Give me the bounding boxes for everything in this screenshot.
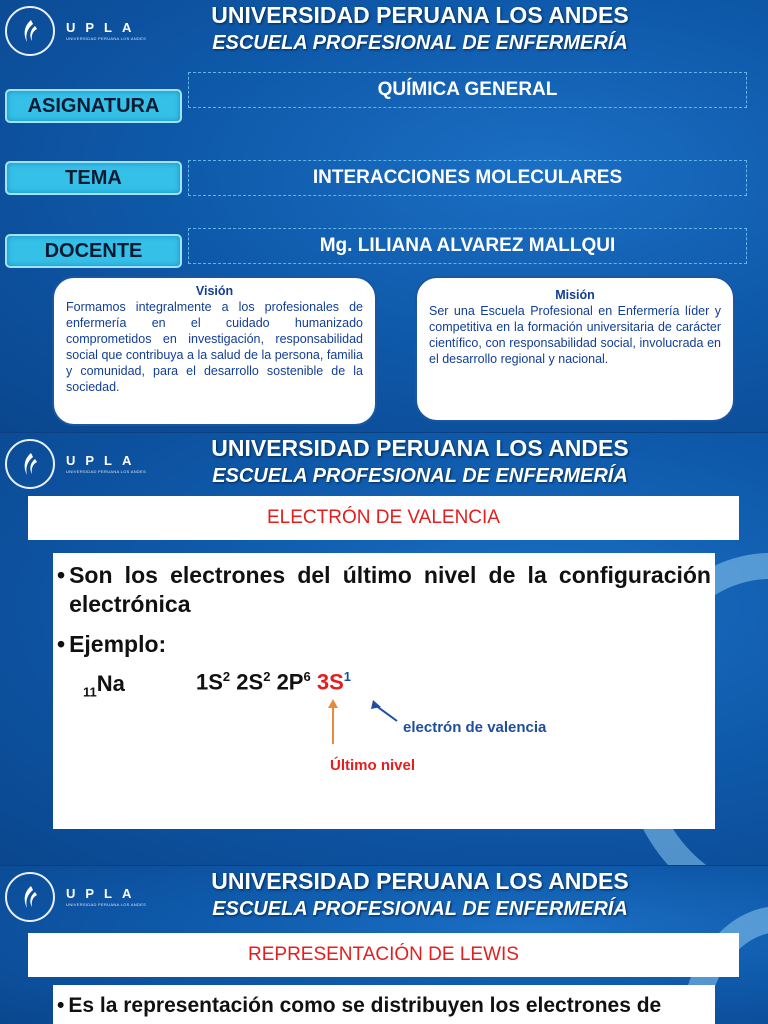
orbital-1s-exponent: 2 [222,669,231,684]
tema-label: TEMA [5,161,182,195]
orbital-3s: 3S [316,669,344,695]
last-level-annotation: Último nivel [330,757,416,774]
slide-1 [0,0,768,432]
vision-box [52,276,377,426]
logo-text: UPLA [66,886,142,901]
logo-subtitle: UNIVERSIDAD PERUANA LOS ANDES [66,902,147,907]
logo-text: UPLA [66,453,142,468]
asignatura-label: ASIGNATURA [5,89,182,123]
annotation-arrows-icon [313,688,413,748]
upla-logo-icon [5,439,55,489]
bullet-1: • Es la representación como se distribuyen los electrones de [57,991,711,1020]
bullet-1-text: Es la representación como se distribuyen los electrones de [68,994,662,1017]
school-title: ESCUELA PROFESIONAL DE ENFERMERÍA [212,898,628,920]
school-title: ESCUELA PROFESIONAL DE ENFERMERÍA [212,32,628,54]
orbital-3s-exponent: 1 [343,669,351,684]
slide-header [0,0,768,62]
bullet-2-text: Ejemplo: [69,631,167,657]
slide-2 [0,433,768,865]
university-title: UNIVERSIDAD PERUANA LOS ANDES [211,435,629,461]
docente-value: Mg. LILIANA ALVAREZ MALLQUI [188,228,747,264]
valence-annotation: electrón de valencia [403,719,547,736]
content-box [53,985,715,1024]
university-title: UNIVERSIDAD PERUANA LOS ANDES [211,2,629,28]
mision-box [415,276,735,422]
upla-logo-icon [5,872,55,922]
orbital-1s: 1S [196,669,223,695]
vision-text: Formamos integralmente a los profesionales de enfermería en el cuidado humanizado comprometidos en investigación, responsabilidad social que contribuya a la salud de la persona, familia y comunidad, para el desarrollo sostenible de la sociedad. [66,300,363,394]
element-symbol: Na [96,671,125,696]
atomic-number: 11 [83,684,97,700]
orbital-2p-exponent: 6 [303,669,311,684]
vision-title: Visión [195,284,234,298]
slide-title: ELECTRÓN DE VALENCIA [28,496,739,540]
element-sodium [83,671,125,699]
slide-3 [0,866,768,1024]
asignatura-value: QUÍMICA GENERAL [188,72,747,108]
mision-text: Ser una Escuela Profesional en Enfermería líder y competitiva en la formación universitaria de carácter científico, con responsabilidad social, involucrada en el desarrollo regional y nacional. [429,304,721,366]
docente-label: DOCENTE [5,234,182,268]
bullet-1-text: Son los electrones del último nivel de la configuración electrónica [69,562,711,617]
slide-title: REPRESENTACIÓN DE LEWIS [28,933,739,977]
bullet-1: • Son los electrones del último nivel de la configuración electrónica [57,562,711,617]
slide-header [0,866,768,928]
orbital-2s: 2S [236,669,264,695]
mision-title: Misión [555,288,595,302]
slide-header [0,433,768,495]
content-box [53,553,715,829]
logo-text: UPLA [66,20,142,35]
logo-subtitle: UNIVERSIDAD PERUANA LOS ANDES [66,36,147,41]
orbital-2s-exponent: 2 [263,669,271,684]
logo-subtitle: UNIVERSIDAD PERUANA LOS ANDES [66,469,147,474]
tema-value: INTERACCIONES MOLECULARES [188,160,747,196]
orbital-2p: 2P [276,669,304,695]
school-title: ESCUELA PROFESIONAL DE ENFERMERÍA [212,465,628,487]
university-title: UNIVERSIDAD PERUANA LOS ANDES [211,868,629,894]
bullet-2: • Ejemplo: [57,631,167,657]
upla-logo-icon [5,6,55,56]
